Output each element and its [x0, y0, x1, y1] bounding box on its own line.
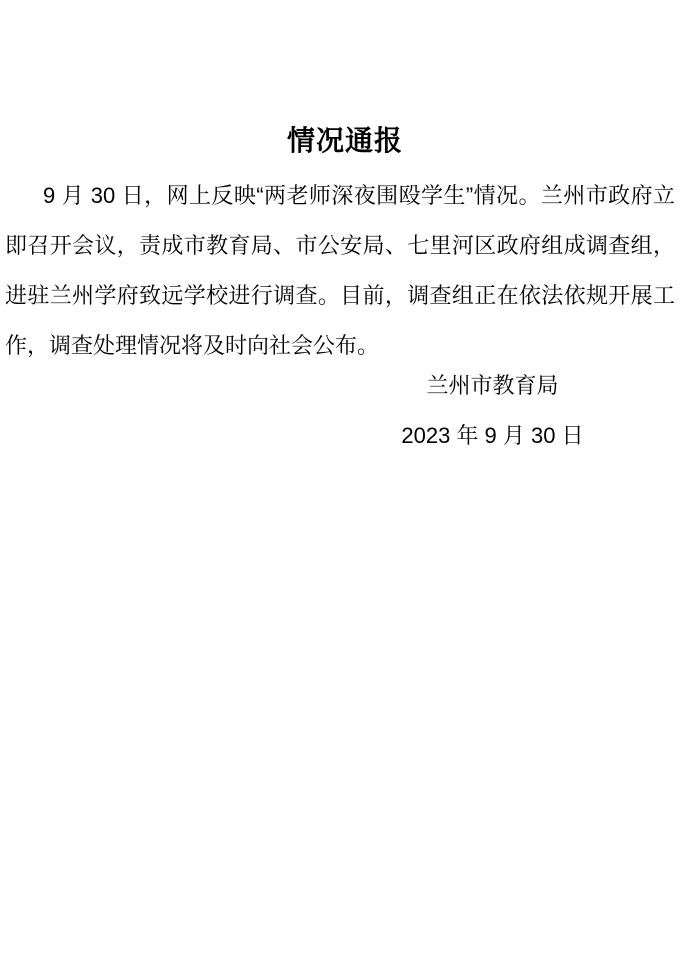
- paragraph-line-4: 作，调查处理情况将及时向社会公布。: [5, 333, 380, 358]
- signature-org: 兰州市教育局: [426, 373, 559, 398]
- signature-date: 2023 年 9 月 30 日: [401, 423, 584, 448]
- paragraph-line-3: 进驻兰州学府致远学校进行调查。目前，调查组正在依法依规开展工: [5, 283, 675, 308]
- paragraph-line-2: 即召开会议，责成市教育局、市公安局、七里河区政府组成调查组，: [5, 233, 675, 258]
- document-title: 情况通报: [286, 125, 403, 156]
- paragraph-line-1: 9 月 30 日，网上反映“两老师深夜围殴学生”情况。兰州市政府立: [43, 183, 675, 208]
- document-body: [0, 171, 690, 371]
- signature-block: [310, 361, 675, 461]
